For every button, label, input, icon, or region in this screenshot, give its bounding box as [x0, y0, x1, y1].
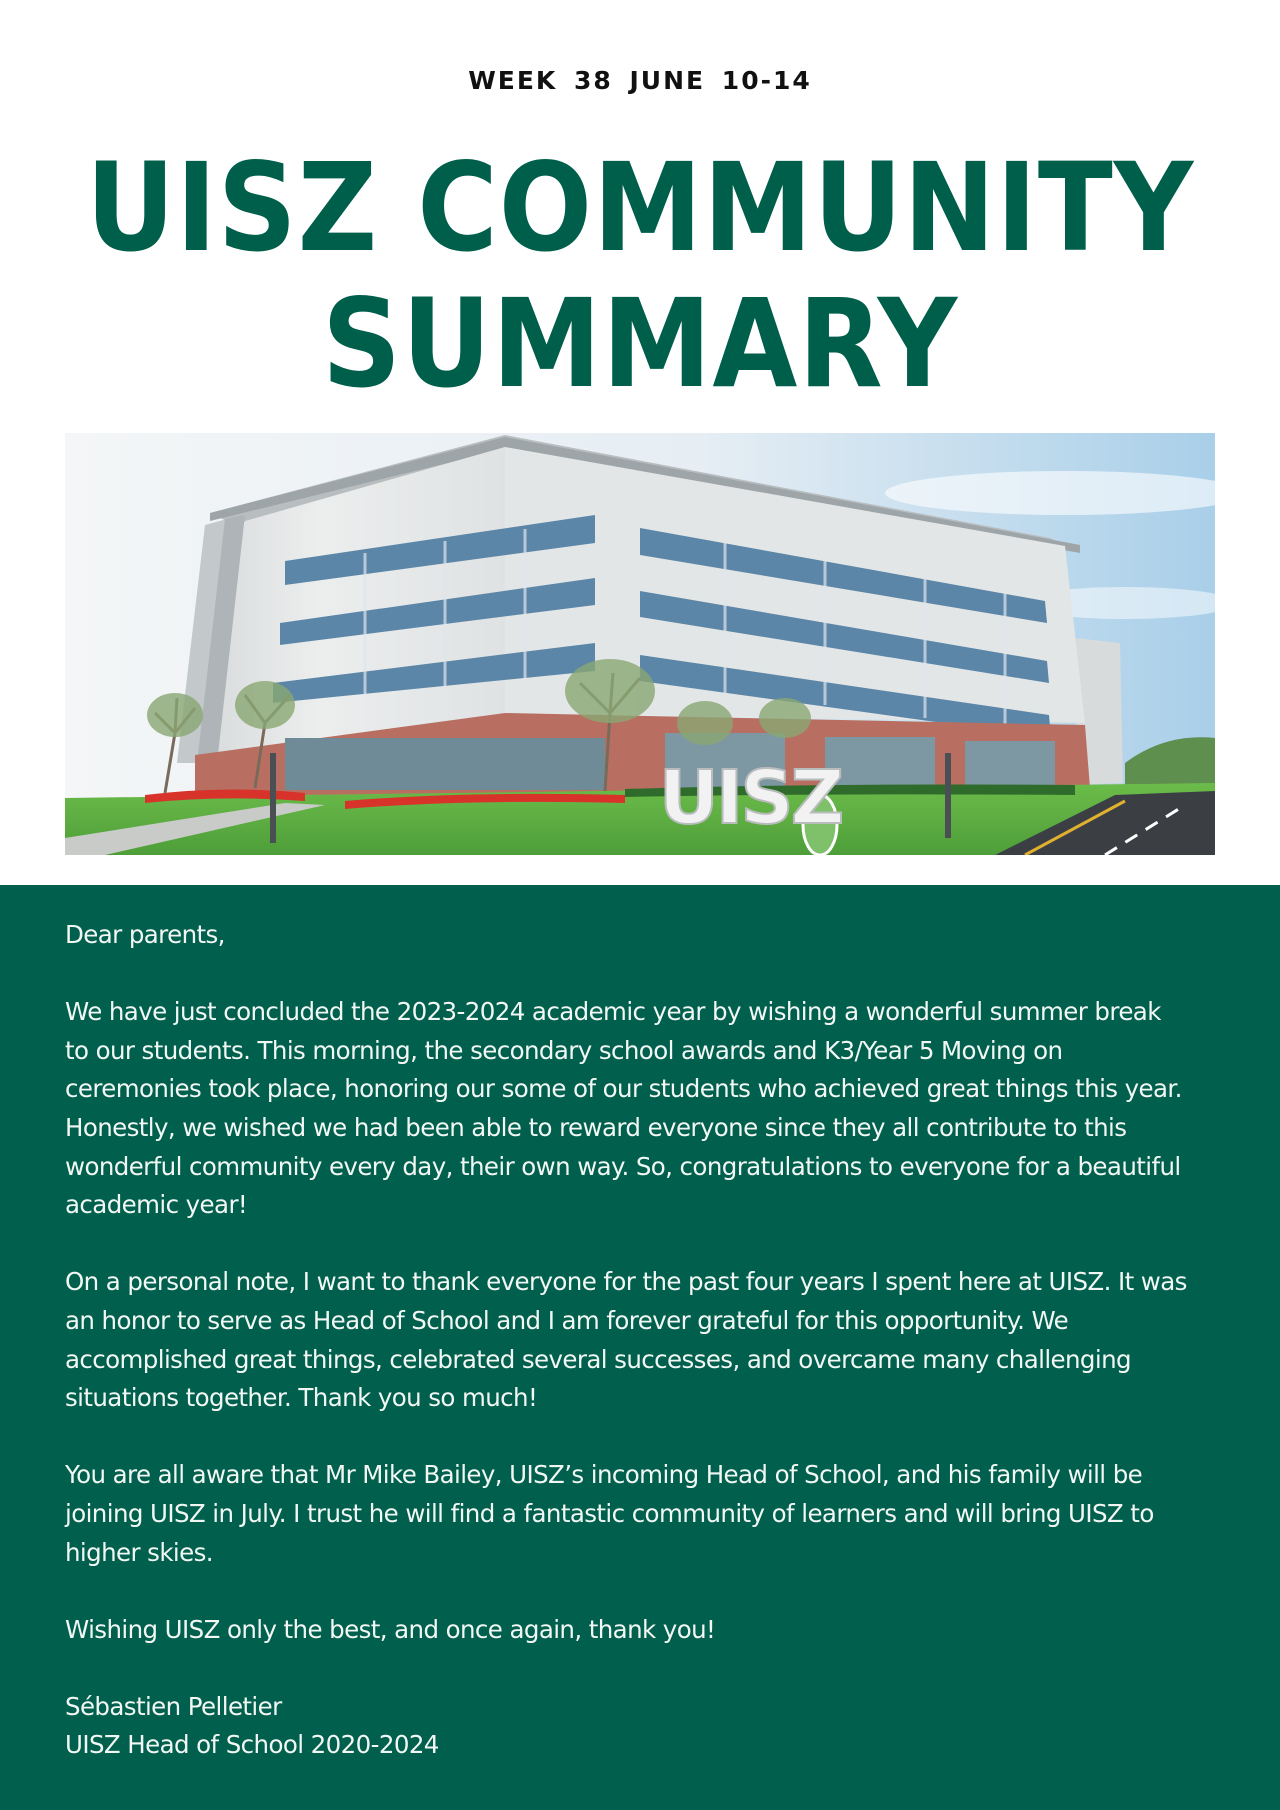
- paragraph-1-line: academic year!: [65, 1190, 248, 1220]
- signature-name: Sébastien Pelletier: [65, 1691, 282, 1721]
- paragraph-1-line: We have just concluded the 2023-2024 academic year by wishing a wonderful summer break: [65, 997, 1161, 1027]
- newsletter-header: [0, 0, 1280, 885]
- paragraph-3-line: You are all aware that Mr Mike Bailey, UISZ’s incoming Head of School, and his family will be: [65, 1460, 1143, 1490]
- uisz-sign-letters: UISZ: [658, 755, 842, 841]
- week-label: WEEK 38 JUNE 10-14: [468, 66, 812, 95]
- paragraph-1-line: to our students. This morning, the secondary school awards and K3/Year 5 Moving on: [65, 1035, 1063, 1065]
- greeting: Dear parents,: [65, 920, 225, 949]
- page-title: [64, 137, 1216, 415]
- letter-body: [65, 916, 1230, 1765]
- paragraph-3: [65, 1456, 1230, 1572]
- paragraph-1-line: Honestly, we wished we had been able to reward everyone since they all contribute to this: [65, 1112, 1127, 1142]
- school-building-photo: [65, 433, 1215, 855]
- signature-title: UISZ Head of School 2020-2024: [65, 1730, 439, 1760]
- paragraph-1-line: wonderful community every day, their own way. So, congratulations to everyone for a beautiful: [65, 1151, 1181, 1181]
- paragraph-1-line: ceremonies took place, honoring our some of our students who achieved great things this year.: [65, 1074, 1182, 1104]
- title-line-1: UISZ COMMUNITY: [85, 137, 1195, 279]
- closing: Wishing UISZ only the best, and once again, thank you!: [65, 1614, 716, 1644]
- signature: [65, 1688, 1230, 1765]
- letter-section: [0, 885, 1280, 1810]
- title-line-2: SUMMARY: [321, 273, 959, 415]
- paragraph-1: [65, 993, 1230, 1225]
- paragraph-2-line: accomplished great things, celebrated several successes, and overcame many challenging: [65, 1344, 1131, 1374]
- paragraph-2-line: situations together. Thank you so much!: [65, 1383, 538, 1413]
- paragraph-3-line: higher skies.: [65, 1537, 213, 1567]
- paragraph-2-line: On a personal note, I want to thank everyone for the past four years I spent here at UISZ. It was: [65, 1267, 1187, 1297]
- paragraph-2: [65, 1263, 1230, 1417]
- paragraph-3-line: joining UISZ in July. I trust he will find a fantastic community of learners and will bring UISZ to: [65, 1498, 1154, 1528]
- paragraph-2-line: an honor to serve as Head of School and I am forever grateful for this opportunity. We: [65, 1305, 1069, 1335]
